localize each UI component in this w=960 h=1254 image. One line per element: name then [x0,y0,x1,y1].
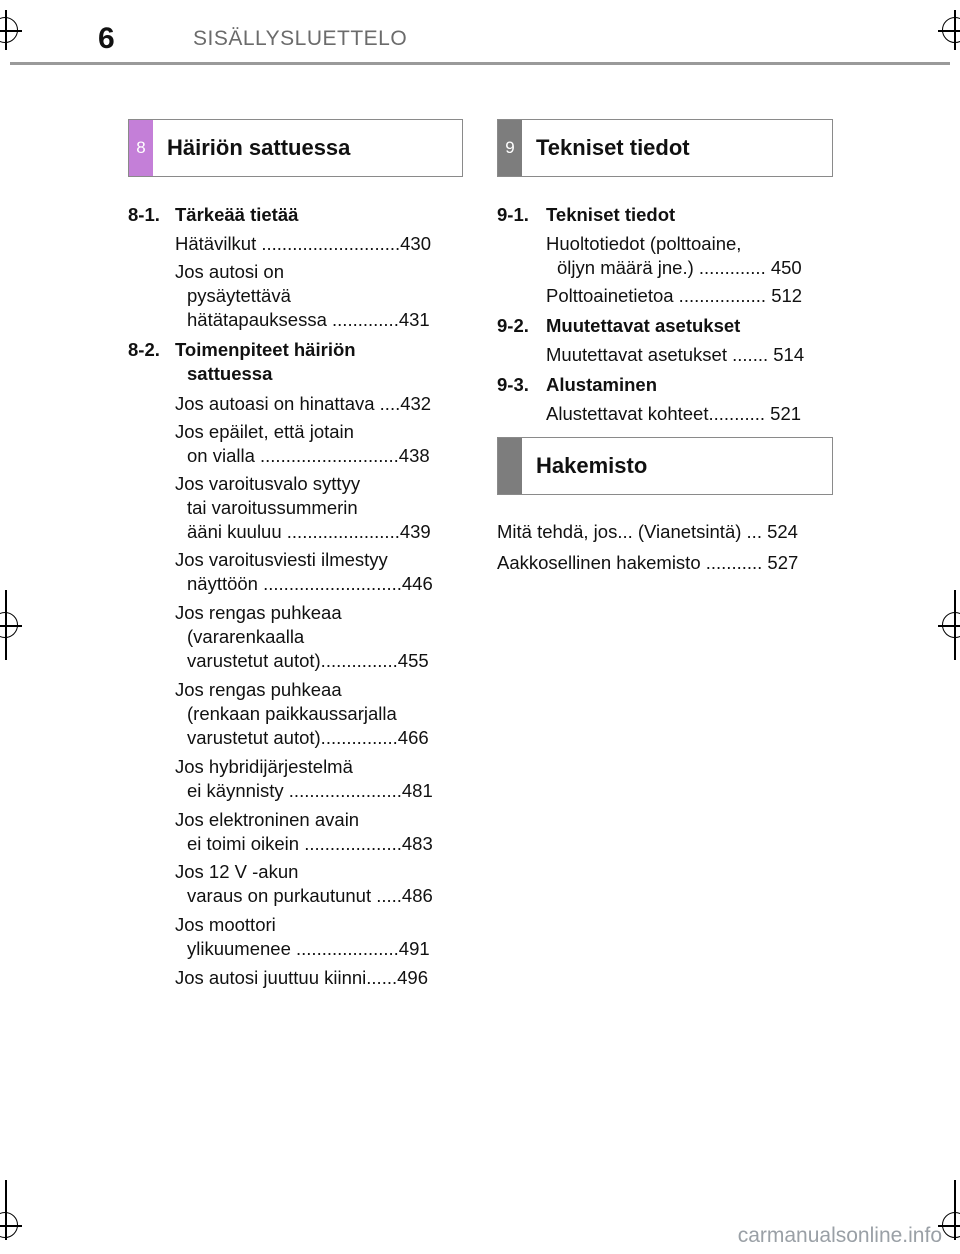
toc-entry[interactable]: Jos hybridijärjestelmä [175,756,353,777]
toc-entry-cont: ei käynnisty ......................481 [187,780,433,801]
index-header [497,437,833,495]
toc-entry-cont: (renkaan paikkaussarjalla [187,703,397,724]
toc-entry[interactable]: Jos autosi on [175,261,285,282]
toc-entry-cont: (vararenkaalla [187,626,305,647]
toc-entry-cont: hätätapauksessa .............431 [187,309,430,330]
crop-mark-top-right [920,0,960,40]
page-number: 6 [98,22,115,55]
chapter-8-2-title: Toimenpiteet häiriön [175,339,356,360]
toc-entry-cont: ylikuumenee ....................491 [187,938,430,959]
chapter-9-3-title: Alustaminen [546,374,658,395]
chapter-8-2-title-cont: sattuessa [187,363,273,384]
index-entry[interactable]: Aakkosellinen hakemisto ........... 527 [497,552,799,573]
toc-entry[interactable]: Jos epäilet, että jotain [175,421,354,442]
toc-entry[interactable]: Jos moottori [175,914,276,935]
toc-entry-cont: varustetut autot)...............466 [187,727,429,748]
toc-entry[interactable]: Jos autosi juuttuu kiinni......496 [175,967,428,988]
toc-entry-cont: pysäytettävä [187,285,291,306]
toc-entry-cont: näyttöön ...........................446 [187,573,433,594]
header-rule [10,62,950,65]
toc-entry[interactable]: Jos elektroninen avain [175,809,360,830]
chapter-8-1-number: 8-1. [128,204,160,225]
section-9-header [497,119,833,177]
toc-entry[interactable]: Jos 12 V -akun [175,861,299,882]
crop-mark-mid-left [0,590,40,660]
toc-entry-cont: ääni kuuluu ......................439 [187,521,431,542]
crop-mark-bottom-left [0,1180,40,1254]
index-entry[interactable]: Mitä tehdä, jos... (Vianetsintä) ... 524 [497,521,798,542]
section-8-title: Häiriön sattuessa [167,135,351,160]
toc-entry[interactable]: Jos autoasi on hinattava ....432 [175,393,432,414]
toc-entry[interactable]: Huoltotiedot (polttoaine, [546,233,742,254]
index-title: Hakemisto [536,453,648,478]
toc-entry-cont: ei toimi oikein ...................483 [187,833,433,854]
toc-entry[interactable]: Polttoainetietoa ................. 512 [546,285,803,306]
page-title: SISÄLLYSLUETTELO [193,27,408,50]
chapter-9-2-title: Muutettavat asetukset [546,315,741,336]
index-tab [498,438,522,494]
toc-entry-cont: öljyn määrä jne.) ............. 450 [557,257,802,278]
toc-entry[interactable]: Jos rengas puhkeaa [175,679,342,700]
toc-entry-cont: tai varoitussummerin [187,497,358,518]
crop-mark-mid-right [920,590,960,660]
chapter-9-3-number: 9-3. [497,374,529,395]
toc-entry[interactable]: Hätävilkut ...........................430 [175,233,432,254]
section-9-title: Tekniset tiedot [536,135,690,160]
toc-entry-cont: varaus on purkautunut .....486 [187,885,433,906]
section-8-header [128,119,463,177]
toc-entry[interactable]: Muutettavat asetukset ....... 514 [546,344,805,365]
chapter-8-2-number: 8-2. [128,339,160,360]
chapter-9-1-number: 9-1. [497,204,529,225]
toc-entry[interactable]: Jos varoitusvalo syttyy [175,473,361,494]
chapter-8-1-title: Tärkeää tietää [175,204,299,225]
toc-entry-cont: on vialla ...........................438 [187,445,430,466]
toc-entry-cont: varustetut autot)...............455 [187,650,429,671]
toc-entry[interactable]: Jos rengas puhkeaa [175,602,342,623]
toc-entry[interactable]: Jos varoitusviesti ilmestyy [175,549,388,570]
section-9-tab: 9 [498,120,522,176]
toc-entry[interactable]: Alustettavat kohteet........... 521 [546,403,802,424]
watermark: carmanualsonline.info [737,1224,942,1247]
chapter-9-2-number: 9-2. [497,315,529,336]
crop-mark-top-left [0,0,40,40]
chapter-9-1-title: Tekniset tiedot [546,204,676,225]
section-8-tab: 8 [129,120,153,176]
